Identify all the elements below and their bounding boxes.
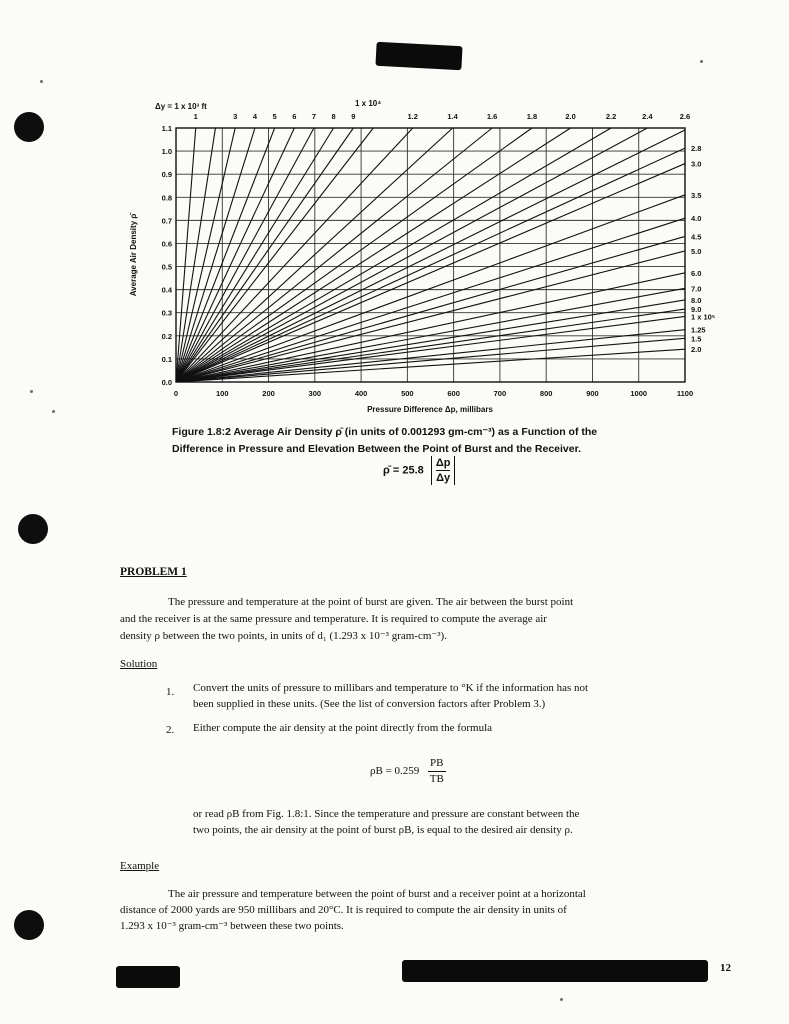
y-tick-label: 0.9 — [161, 170, 172, 180]
x-axis-label: Pressure Difference Δp, millibars — [367, 405, 493, 414]
solution-heading: Solution — [120, 658, 158, 670]
y-tick-label: 0.7 — [161, 216, 172, 226]
x-tick-label: 600 — [447, 389, 460, 398]
punch-hole-bottom — [14, 910, 44, 940]
example-line2: distance of 2000 yards are 950 millibars and 20°C. It is required to compute the air density in units of — [120, 904, 567, 916]
air-density-nomogram — [0, 0, 789, 420]
top-tick-label: 8 — [331, 112, 336, 121]
step2-number: 2. — [166, 724, 175, 736]
top-tick-label: 2.0 — [565, 112, 576, 121]
right-tick-label: 3.5 — [691, 190, 702, 200]
equation-lhs: ρB = 0.259 — [370, 765, 420, 778]
x-tick-label: 1000 — [630, 389, 648, 398]
top-tick-label: 9 — [351, 112, 356, 121]
problem-heading: PROBLEM 1 — [120, 566, 187, 578]
y-tick-label: 0.2 — [161, 331, 172, 341]
top-tick-label: 2.2 — [605, 112, 617, 121]
example-heading: Example — [120, 860, 160, 872]
figure-caption-line2: Difference in Pressure and Elevation Between the Point of Burst and the Receiver. — [172, 443, 582, 455]
density-line-26000 — [176, 130, 685, 382]
density-line-28000 — [176, 148, 685, 382]
y-tick-label: 0.0 — [161, 378, 172, 387]
x-tick-label: 1100 — [676, 389, 694, 398]
formula-denominator: Δy — [436, 472, 451, 484]
density-line-70000 — [176, 288, 685, 382]
x-tick-label: 500 — [401, 389, 414, 398]
y-tick-label: 0.6 — [161, 239, 172, 249]
right-tick-label: 6.0 — [691, 268, 702, 278]
x-tick-label: 0 — [173, 389, 179, 398]
top-tick-label: 1.8 — [526, 112, 538, 121]
x-tick-label: 100 — [216, 389, 229, 398]
top-tick-label: 2.6 — [679, 112, 691, 121]
top-axis-note-left: Δy = 1 x 10³ ft — [155, 102, 207, 111]
top-tick-label: 1.2 — [407, 112, 418, 121]
right-tick-label: 4.5 — [691, 232, 702, 242]
right-tick-label: 9.0 — [691, 305, 702, 315]
example-line3: 1.293 x 10⁻³ gram-cm⁻³ between these two points. — [120, 920, 344, 932]
chart-lines — [176, 128, 685, 382]
right-tick-label: 7.0 — [691, 284, 702, 294]
top-tick-label: 5 — [272, 112, 277, 121]
x-tick-label: 900 — [586, 389, 599, 398]
equation-numerator: PB — [428, 756, 445, 772]
top-tick-label: 4 — [252, 112, 258, 121]
right-tick-label: 5.0 — [691, 246, 702, 256]
right-tick-label: 3.0 — [691, 159, 702, 169]
equation-fraction — [428, 756, 445, 787]
y-tick-label: 1.0 — [161, 147, 172, 157]
y-tick-label: 0.3 — [161, 308, 172, 318]
step2-line1: Either compute the air density at the point directly from the formula — [193, 722, 493, 734]
density-line-2000 — [176, 128, 215, 382]
example-line1: The air pressure and temperature between the point of burst and a receiver point at a horizontal — [168, 888, 586, 900]
step2-line3: or read ρB from Fig. 1.8:1. Since the temperature and pressure are constant between the — [193, 808, 580, 820]
right-tick-label: 4.0 — [691, 214, 702, 224]
y-tick-label: 0.8 — [161, 193, 172, 203]
redaction-bar-bottom-left — [116, 966, 180, 988]
equation-denominator: TB — [429, 773, 444, 785]
density-line-4000 — [176, 128, 255, 382]
y-axis-label: Average Air Density ρ̄ — [129, 213, 138, 297]
right-tick-label: 2.0 — [691, 345, 702, 355]
step1-number: 1. — [166, 686, 175, 698]
top-tick-label: 1.6 — [486, 112, 498, 121]
right-tick-label: 1.5 — [691, 334, 702, 344]
formula-lhs: ρ̄ = 25.8 — [383, 464, 424, 477]
x-tick-label: 700 — [493, 389, 507, 398]
y-tick-label: 0.4 — [161, 285, 172, 295]
page-number: 12 — [720, 962, 731, 974]
step1-line2: been supplied in these units. (See the list of conversion factors after Problem 3.) — [193, 698, 546, 710]
step2-line4: two points, the air density at the point of burst ρB, is equal to the desired air density ρ. — [193, 824, 573, 836]
density-equation — [370, 756, 446, 787]
redaction-bar-bottom-center — [402, 960, 708, 982]
problem-intro-line1: The pressure and temperature at the point of burst are given. The air between the burst point — [168, 596, 574, 608]
right-tick-label: 1 x 10⁵ — [691, 312, 716, 322]
x-tick-label: 200 — [262, 389, 275, 398]
top-tick-label: 1 — [193, 112, 198, 121]
problem-intro-line2: and the receiver is at the same pressure and temperature. It is required to compute the average air — [120, 613, 547, 625]
top-tick-label: 6 — [292, 112, 297, 121]
top-tick-label: 3 — [233, 112, 238, 121]
step1-line1: Convert the units of pressure to millibars and temperature to °K if the information has not — [193, 682, 589, 694]
formula-fraction — [431, 456, 456, 485]
x-tick-label: 400 — [354, 389, 368, 398]
density-line-50000 — [176, 251, 685, 382]
y-tick-label: 1.1 — [161, 124, 172, 133]
top-tick-label: 2.4 — [642, 112, 653, 121]
top-axis-note-mid: 1 x 10⁴ — [355, 99, 382, 108]
problem-intro-line3: density ρ between the two points, in units of d₁ (1.293 x 10⁻³ gram-cm⁻³). — [120, 630, 447, 642]
formula-numerator: Δp — [435, 457, 451, 469]
y-tick-label: 0.1 — [161, 354, 172, 364]
top-tick-label: 7 — [311, 112, 317, 121]
figure-caption-line1: Figure 1.8:2 Average Air Density ρ̄ (in units of 0.001293 gm-cm⁻³) as a Function of the — [172, 426, 598, 438]
scan-speck — [560, 998, 563, 1001]
right-tick-label: 8.0 — [691, 295, 702, 305]
y-tick-label: 0.5 — [161, 262, 172, 272]
density-line-1000 — [176, 128, 196, 382]
x-tick-label: 300 — [308, 389, 322, 398]
punch-hole-middle — [18, 514, 48, 544]
density-formula — [383, 456, 455, 485]
right-tick-label: 2.8 — [691, 144, 702, 154]
figure-caption — [172, 424, 732, 458]
right-tick-label: 1.25 — [691, 325, 706, 335]
top-tick-label: 1.4 — [447, 112, 458, 121]
x-tick-label: 800 — [539, 389, 553, 398]
